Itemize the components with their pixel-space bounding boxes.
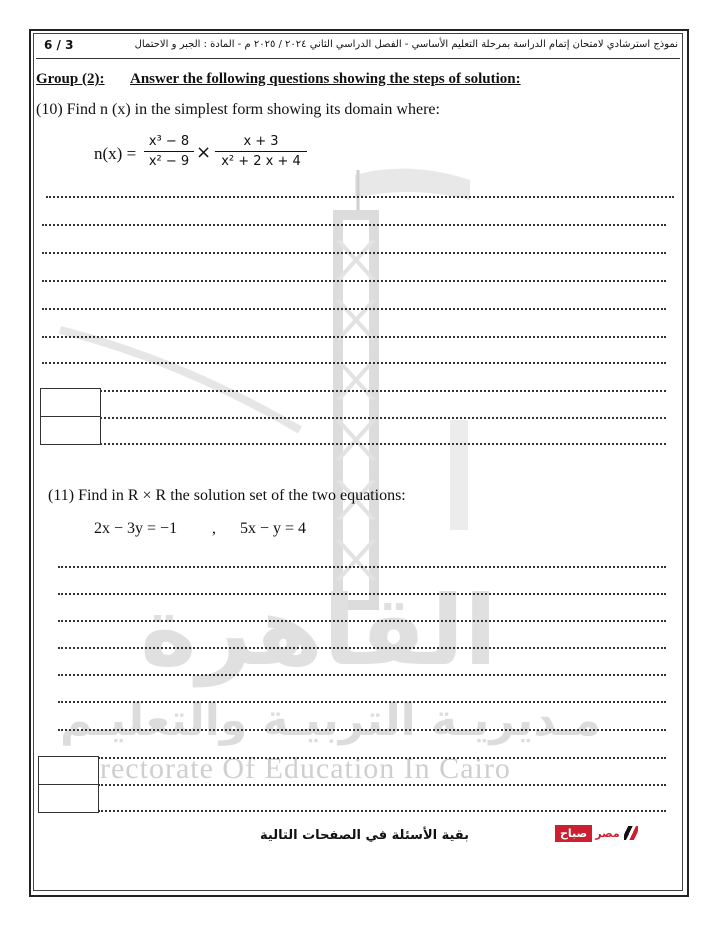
answer-line[interactable] — [100, 417, 666, 419]
answer-line[interactable] — [98, 757, 666, 759]
answer-line[interactable] — [100, 390, 666, 392]
answer-line[interactable] — [42, 308, 666, 310]
answer-line[interactable] — [100, 443, 666, 445]
group-label: Group (2): — [36, 71, 105, 87]
answer-line[interactable] — [42, 336, 666, 338]
answer-line[interactable] — [58, 701, 666, 703]
answer-line[interactable] — [42, 362, 666, 364]
fraction-1 — [144, 134, 194, 169]
answer-line[interactable] — [58, 674, 666, 676]
answer-line[interactable] — [98, 784, 666, 786]
answer-line[interactable] — [98, 810, 666, 812]
watermark-arabic-big: القاهرة — [140, 575, 498, 687]
score-box[interactable] — [38, 784, 99, 813]
equation-1: 2x − 3y = −1 — [94, 520, 178, 537]
answer-line[interactable] — [42, 252, 666, 254]
score-box[interactable] — [40, 388, 101, 417]
fraction-2 — [215, 134, 307, 169]
brand-text-left: مصر — [595, 827, 620, 840]
exam-header: نموذج استرشادي لامتحان إتمام الدراسة بمرحلة التعليم الأساسي - الفصل الدراسي الثاني ٢٠٢٤ / ٢٠٢٥ م - المادة : الجبر و الاحتمال — [134, 39, 678, 50]
equation-2: 5x − y = 4 — [240, 520, 307, 537]
answer-line[interactable] — [58, 593, 666, 595]
times-sign: × — [196, 142, 212, 163]
answer-line[interactable] — [58, 620, 666, 622]
header-divider — [36, 58, 680, 59]
page-number: 6 / 3 — [44, 38, 74, 52]
watermark-english: rectorate Of Education In Cairo — [100, 752, 511, 785]
answer-line[interactable] — [42, 224, 666, 226]
function-lhs: n(x) = — [94, 144, 137, 163]
answer-line[interactable] — [42, 280, 666, 282]
answer-line[interactable] — [46, 196, 674, 198]
answer-line[interactable] — [58, 566, 666, 568]
equation-separator: , — [212, 520, 216, 537]
fraction-1-numerator: x³ − 8 — [144, 134, 194, 152]
brand-text-right: صباح — [555, 825, 592, 842]
fraction-2-denominator: x² + 2 x + 4 — [221, 154, 301, 169]
score-box[interactable] — [40, 416, 101, 445]
continued-note: بقية الأسئلة في الصفحات التالية — [260, 828, 470, 843]
group-instructions: Answer the following questions showing the steps of solution: — [130, 71, 521, 87]
watermark-arabic-sub: مـديريـة التربيـة والتعليـم — [60, 695, 601, 746]
answer-line[interactable] — [58, 729, 666, 731]
answer-line[interactable] — [58, 647, 666, 649]
question-10-text: (10) Find n (x) in the simplest form showing its domain where: — [36, 101, 440, 118]
brand-slashes-icon — [624, 826, 638, 840]
question-11-text: (11) Find in R × R the solution set of the two equations: — [48, 487, 406, 504]
score-box[interactable] — [38, 756, 99, 785]
brand-logo — [555, 822, 638, 841]
fraction-1-denominator: x² − 9 — [148, 154, 190, 169]
fraction-2-numerator: x + 3 — [215, 134, 307, 152]
